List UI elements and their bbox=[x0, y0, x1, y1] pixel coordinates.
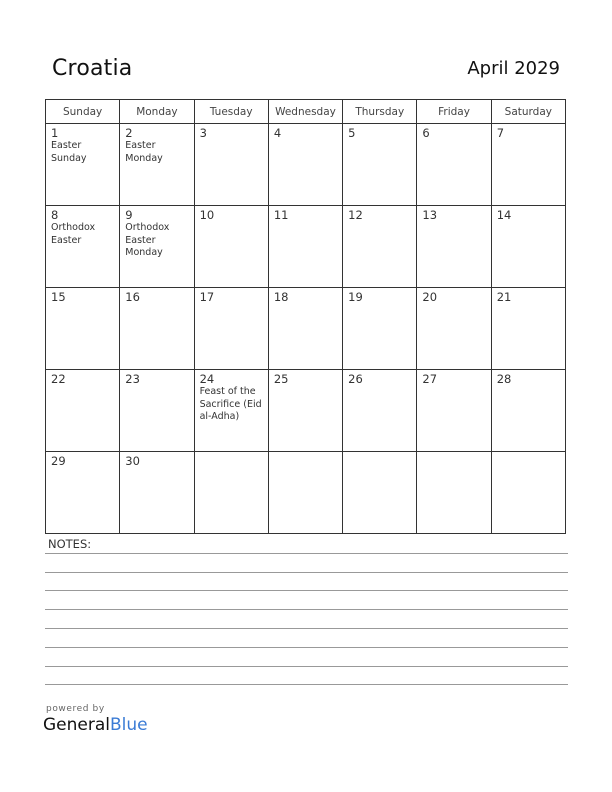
day-cell bbox=[194, 370, 268, 452]
weekday-header: Monday bbox=[120, 100, 194, 124]
day-number: 26 bbox=[348, 372, 363, 386]
notes-line bbox=[45, 628, 568, 629]
notes-line bbox=[45, 609, 568, 610]
weekday-header: Saturday bbox=[491, 100, 565, 124]
day-cell bbox=[343, 452, 417, 534]
day-number: 29 bbox=[51, 454, 66, 468]
holiday-label: Orthodox Easter bbox=[51, 222, 96, 246]
notes-line bbox=[45, 647, 568, 648]
weekday-header-row bbox=[46, 100, 566, 124]
weekday-header: Thursday bbox=[343, 100, 417, 124]
day-cell bbox=[268, 124, 342, 206]
day-number: 17 bbox=[199, 290, 215, 304]
day-cell bbox=[417, 288, 491, 370]
day-number: 6 bbox=[422, 126, 430, 140]
day-number: 10 bbox=[199, 208, 215, 222]
day-cell bbox=[417, 124, 491, 206]
holiday-label: Feast of the Sacrifice (Eid al-Adha) bbox=[199, 386, 262, 422]
day-cell bbox=[268, 452, 342, 534]
day-cell bbox=[417, 370, 491, 452]
day-number: 20 bbox=[422, 290, 438, 304]
day-cell bbox=[46, 288, 120, 370]
day-number: 15 bbox=[51, 290, 66, 304]
day-cell bbox=[194, 206, 268, 288]
country-title: Croatia bbox=[52, 56, 133, 81]
week-row bbox=[46, 288, 566, 370]
weekday-header: Wednesday bbox=[268, 100, 342, 124]
notes-line bbox=[45, 666, 568, 667]
day-number: 5 bbox=[348, 126, 356, 140]
day-cell bbox=[268, 288, 342, 370]
week-row bbox=[46, 124, 566, 206]
day-number: 4 bbox=[273, 126, 282, 140]
day-number: 23 bbox=[125, 372, 140, 386]
day-cell bbox=[491, 206, 565, 288]
day-number: 28 bbox=[496, 372, 512, 386]
day-number: 13 bbox=[422, 208, 438, 222]
day-cell bbox=[46, 452, 120, 534]
week-row bbox=[46, 370, 566, 452]
calendar-grid bbox=[45, 99, 566, 534]
day-cell bbox=[120, 370, 194, 452]
day-number: 24 bbox=[199, 372, 215, 386]
day-cell bbox=[343, 370, 417, 452]
day-cell bbox=[194, 124, 268, 206]
holiday-label: Easter Monday bbox=[125, 140, 163, 164]
day-cell bbox=[46, 206, 120, 288]
holiday-label: Orthodox Easter Monday bbox=[125, 222, 170, 258]
day-cell bbox=[268, 206, 342, 288]
day-number: 19 bbox=[348, 290, 363, 304]
day-cell bbox=[268, 370, 342, 452]
notes-line bbox=[45, 590, 568, 591]
day-cell bbox=[46, 370, 120, 452]
day-number: 9 bbox=[125, 208, 133, 222]
day-cell bbox=[491, 370, 565, 452]
month-title: April 2029 bbox=[467, 58, 560, 79]
day-cell bbox=[46, 124, 120, 206]
day-number: 30 bbox=[125, 454, 140, 468]
day-number: 18 bbox=[273, 290, 289, 304]
notes-label: NOTES: bbox=[48, 537, 92, 551]
day-cell bbox=[120, 452, 194, 534]
day-cell bbox=[194, 452, 268, 534]
holiday-label: Easter Sunday bbox=[51, 140, 87, 164]
week-row bbox=[46, 206, 566, 288]
day-number: 21 bbox=[496, 290, 512, 304]
day-number: 8 bbox=[51, 208, 59, 222]
day-number: 25 bbox=[273, 372, 289, 386]
generalblue-logo bbox=[43, 715, 148, 735]
day-cell bbox=[417, 206, 491, 288]
logo-blue-text: Blue bbox=[110, 715, 148, 735]
powered-by-text: powered by bbox=[46, 704, 105, 714]
day-number: 14 bbox=[496, 208, 512, 222]
notes-line bbox=[45, 553, 568, 554]
day-cell bbox=[194, 288, 268, 370]
day-cell bbox=[343, 124, 417, 206]
week-row bbox=[46, 452, 566, 534]
day-number: 12 bbox=[348, 208, 363, 222]
day-cell bbox=[120, 288, 194, 370]
day-cell bbox=[343, 288, 417, 370]
day-number: 27 bbox=[422, 372, 438, 386]
day-cell bbox=[491, 452, 565, 534]
day-number: 2 bbox=[125, 126, 133, 140]
weekday-header: Friday bbox=[417, 100, 491, 124]
day-cell bbox=[120, 124, 194, 206]
day-cell bbox=[120, 206, 194, 288]
day-cell bbox=[491, 288, 565, 370]
day-number: 22 bbox=[51, 372, 66, 386]
notes-line bbox=[45, 572, 568, 573]
day-cell bbox=[417, 452, 491, 534]
day-number: 11 bbox=[273, 208, 289, 222]
weekday-header: Sunday bbox=[46, 100, 120, 124]
day-number: 3 bbox=[199, 126, 207, 140]
logo-general-text: General bbox=[43, 715, 110, 735]
day-number: 1 bbox=[51, 126, 59, 140]
day-cell bbox=[343, 206, 417, 288]
weekday-header: Tuesday bbox=[194, 100, 268, 124]
day-number: 16 bbox=[125, 290, 140, 304]
notes-line bbox=[45, 684, 568, 685]
day-number: 7 bbox=[496, 126, 505, 140]
day-cell bbox=[491, 124, 565, 206]
